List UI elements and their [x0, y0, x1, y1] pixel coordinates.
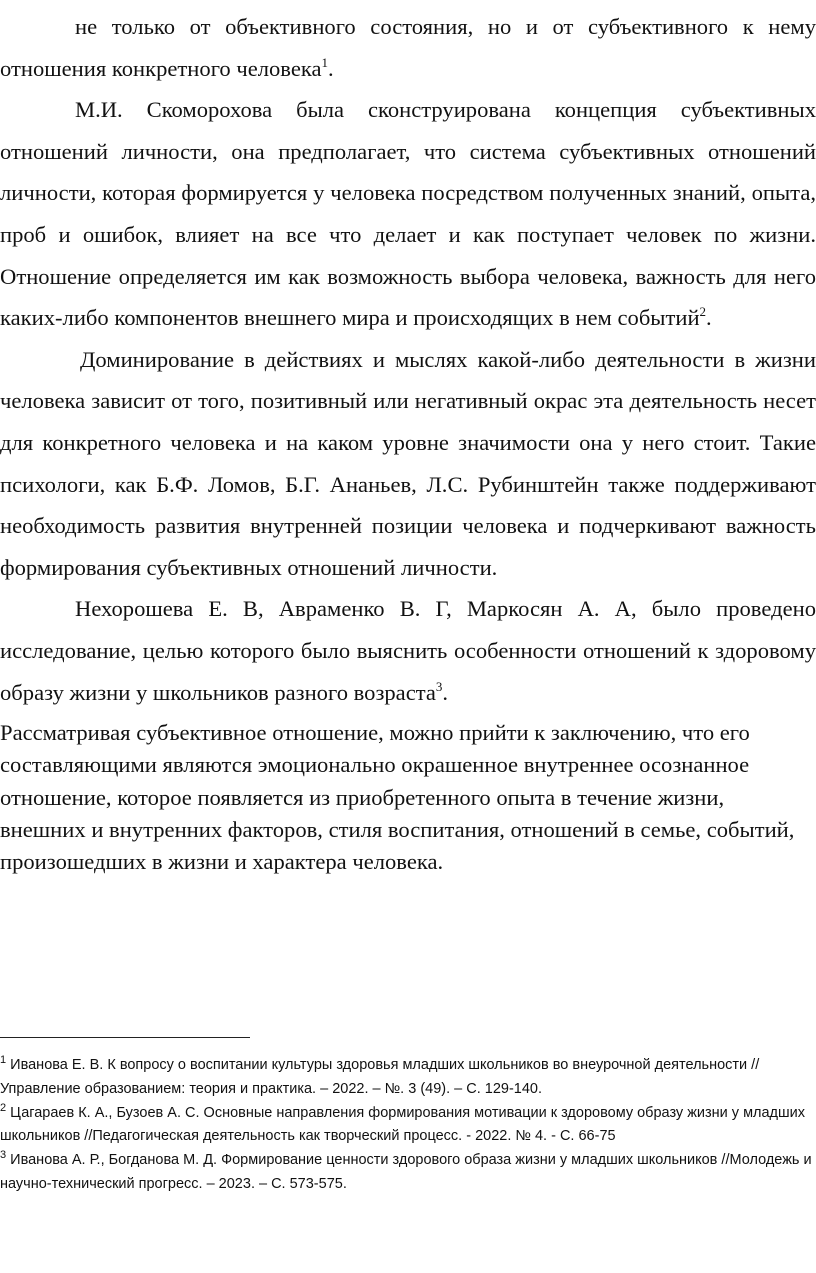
paragraph-3 — [0, 339, 816, 589]
footnote-separator — [0, 1037, 250, 1038]
paragraph-tail: . — [328, 55, 334, 81]
body-text — [0, 6, 816, 878]
footnotes — [0, 1054, 814, 1197]
paragraph-4 — [0, 588, 816, 713]
paragraph-tail: . — [442, 679, 449, 705]
footnote-1 — [0, 1054, 814, 1102]
paragraph-2 — [0, 89, 816, 339]
footnote-2 — [0, 1102, 814, 1150]
paragraph-1 — [0, 6, 816, 89]
footnote-text: Цагараев К. А., Бузоев А. С. Основные направления формирования мотивации к здоровому образу жизни у младших школьников //Педагогическая деятельность как творческий процесс. - 2022. № 4. - С. 66-75 — [0, 1104, 806, 1145]
paragraph-text: М.И. Скоморохова была сконструирована концепция субъективных отношений личности, она предполагает, что система субъективных отношений личности, которая формируется у человека посредством полученных знаний, опыта, проб и ошибок, влияет на все что делает и как поступает человек по жизни. Отношение определяется им как возможность выбора человека, важность для него каких-либо компонентов внешнего мира и происходящих в нем событий — [0, 97, 816, 331]
paragraph-5 — [0, 717, 812, 878]
footnote-number: 2 — [0, 1101, 7, 1114]
footnote-text: Иванова Е. В. К вопросу о воспитании культуры здоровья младших школьников во внеурочной деятельности //Управление образованием: теория и практика. – 2022. – №. 3 (49). – С. 129-140. — [0, 1057, 760, 1097]
paragraph-text: Нехорошева Е. В, Авраменко В. Г, Маркосян А. А, было проведено исследование, целью которого было выяснить особенности отношений к здоровому образу жизни у школьников разного возраста — [0, 596, 816, 705]
footnote-ref-3[interactable]: 3 — [435, 678, 443, 694]
paragraph-text: Рассматривая субъективное отношение, можно прийти к заключению, что его составляющими являются эмоционально окрашенное внутреннее осознанное отношение, которое появляется из приобретенного опыта в течение жизни, внешних и внутренних факторов, стиля воспитания, отношений в семье, событий, произошедших в жизни и характера человека. — [0, 720, 795, 874]
footnote-number: 3 — [0, 1149, 7, 1162]
paragraph-tail: . — [706, 305, 712, 331]
footnote-text: Иванова А. Р., Богданова М. Д. Формирование ценности здорового образа жизни у младших школьников //Молодежь и научно-технический прогресс. – 2023. – С. 573-575. — [0, 1152, 812, 1192]
paragraph-text: не только от объективного состояния, но и от субъективного к нему отношения конкретного человека — [0, 14, 816, 81]
footnote-ref-1[interactable]: 1 — [321, 54, 329, 70]
footnote-3 — [0, 1149, 814, 1197]
paragraph-text: Доминирование в действиях и мыслях какой-либо деятельности в жизни человека зависит от того, позитивный или негативный окрас эта деятельность несет для конкретного человека и на каком уровне значимости она у него стоит. Такие психологи, как Б.Ф. Ломов, Б.Г. Ананьев, Л.С. Рубинштейн также поддерживают необходимость развития внутренней позиции человека и подчеркивают важность формирования субъективных отношений личности. — [0, 346, 816, 580]
footnote-ref-2[interactable]: 2 — [699, 304, 707, 320]
footnote-number: 1 — [0, 1054, 7, 1066]
